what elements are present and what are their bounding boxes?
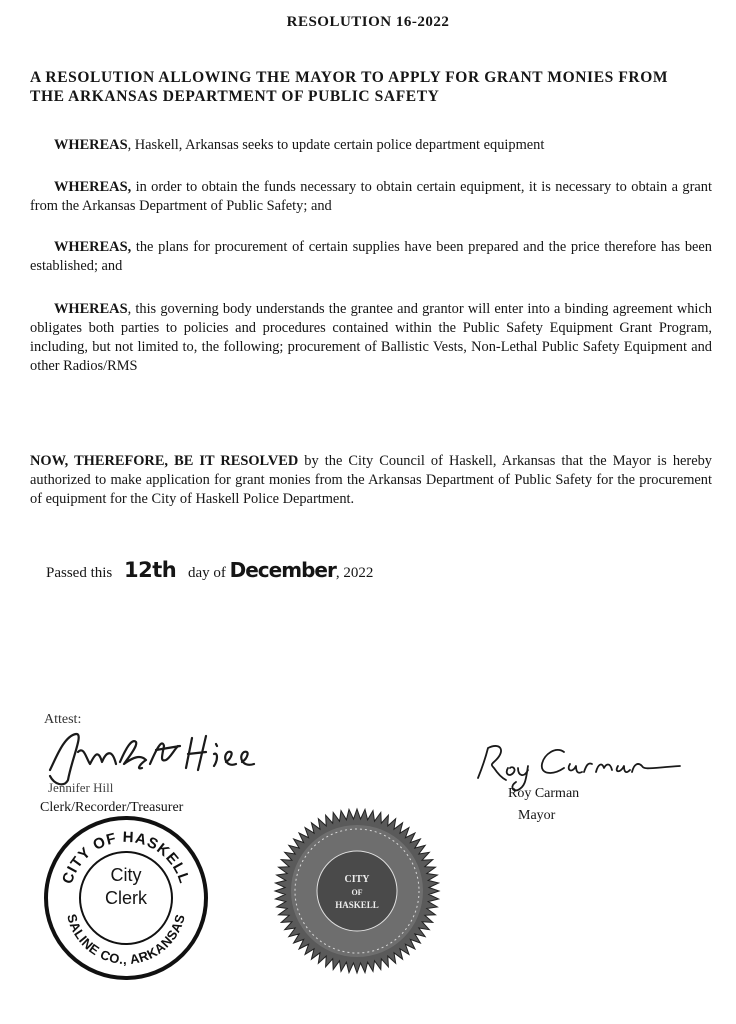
mayor-title: Mayor — [518, 808, 556, 823]
mayor-name: Roy Carman — [508, 786, 580, 801]
whereas-text: in order to obtain the funds necessary to obtain certain equipment, it is necessary to obtain a grant from the Arkansas Department of Public Safety; and — [30, 179, 712, 214]
passed-day-handwritten: 12th — [124, 558, 177, 582]
stamp-line-1: City — [110, 865, 142, 885]
stamp-ring-bottom: SALINE CO., ARKANSAS — [64, 912, 188, 968]
clerk-title: Clerk/Recorder/Treasurer — [40, 800, 184, 815]
whereas-text: the plans for procurement of certain supplies have been prepared and the price therefore has been established; and — [30, 239, 712, 274]
clerk-signature — [28, 728, 278, 788]
resolved-lead: NOW, THEREFORE, BE IT RESOLVED — [30, 453, 299, 469]
resolution-title: RESOLUTION 16-2022 — [286, 14, 450, 30]
resolved-text: by the City Council of Haskell, Arkansas that the Mayor is hereby authorized to make application for grant monies from the Arkansas Department of Public Safety for the procurement of equipment for the City of Haskell Police Department. — [30, 453, 712, 507]
seal-line-2: OF — [351, 888, 363, 897]
clerk-name: Jennifer Hill — [48, 780, 114, 795]
whereas-text: , this governing body understands the grantee and grantor will enter into a binding agreement which obligates both parties to policies and procedures contained within the Public Safety Equipment Grant Program, including, but not limited to, the following; procurement of Ballistic Vests, Non-Lethal Public Safety Equipment and other Radios/RMS — [30, 301, 712, 374]
whereas-paragraph-3 — [30, 238, 712, 276]
whereas-paragraph-2 — [30, 178, 712, 216]
stamp-line-2: Clerk — [104, 888, 147, 908]
whereas-lead: WHEREAS, — [54, 239, 132, 255]
mayor-signature — [460, 734, 720, 794]
passed-line: Passed this 12th day of December, 2022 — [46, 558, 374, 582]
resolved-paragraph — [30, 452, 712, 509]
resolution-heading: A RESOLUTION ALLOWING THE MAYOR TO APPLY FOR GRANT MONIES FROM THE ARKANSAS DEPARTMENT OF PUBLIC SAFETY — [30, 69, 669, 105]
passed-year: 2022 — [343, 565, 374, 581]
embossed-seal-icon — [272, 806, 442, 976]
seal-line-1: CITY — [344, 874, 370, 885]
stamp-ring-top: CITY OF HASKELL — [59, 828, 193, 887]
attest-label: Attest: — [44, 712, 82, 727]
whereas-lead: WHEREAS, — [54, 179, 132, 195]
whereas-lead: WHEREAS — [54, 137, 128, 153]
passed-prefix: Passed this — [46, 565, 113, 581]
whereas-lead: WHEREAS — [54, 301, 128, 317]
svg-text:SALINE CO., ARKANSAS — [64, 912, 188, 967]
passed-month-handwritten: December — [229, 558, 336, 582]
seal-line-3: HASKELL — [335, 900, 379, 910]
whereas-paragraph-4 — [30, 300, 712, 376]
whereas-text: , Haskell, Arkansas seeks to update certain police department equipment — [127, 137, 545, 153]
whereas-paragraph-1 — [30, 136, 712, 155]
passed-mid: day of — [187, 565, 226, 581]
stamp-center — [96, 864, 156, 910]
